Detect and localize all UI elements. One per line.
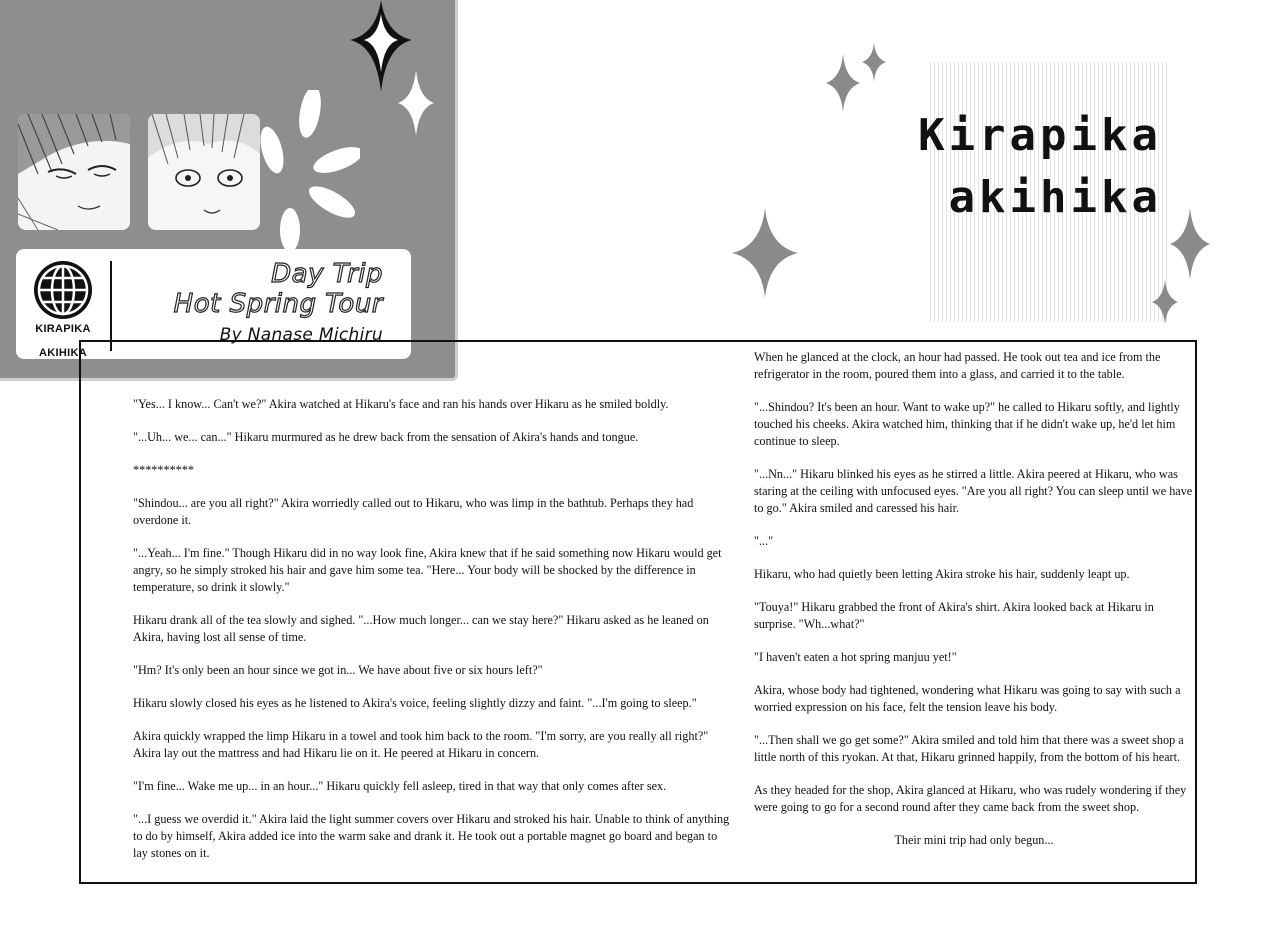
closing-line: Their mini trip had only begun... (894, 833, 1054, 847)
paragraph: "Touya!" Hikaru grabbed the front of Akira's shirt. Akira looked back at Hikaru in surprise. "Wh...what?" (754, 600, 1154, 631)
portrait-akira-art (18, 114, 130, 230)
paragraph: "...Then shall we go get some?" Akira smiled and told him that there was a sweet shop a little north of this ryokan. At that, Hikaru grinned happily, from the bottom of his heart. (754, 733, 1184, 764)
flower-decoration (250, 90, 360, 250)
sparkle-icon (826, 54, 860, 112)
globe-logo-icon (32, 259, 94, 321)
sparkle-icon (398, 70, 434, 136)
story-title-line2: Hot Spring Tour (173, 289, 383, 319)
story-title (174, 259, 383, 319)
header-panel (0, 0, 458, 381)
paragraph: "I haven't eaten a hot spring manjuu yet!" (754, 650, 957, 664)
paragraph: "I'm fine... Wake me up... in an hour..." Hikaru quickly fell asleep, tired in that way that only comes after sex. (133, 779, 667, 793)
paragraph: Akira, whose body had tightened, wondering what Hikaru was going to say with such a worried expression on his face, felt the tension leave his body. (754, 683, 1181, 714)
paragraph: As they headed for the shop, Akira glanced at Hikaru, who was rudely wondering if they were going to go for a second round after they came back from the sweet shop. (754, 783, 1187, 814)
paragraph: "...Yeah... I'm fine." Though Hikaru did in no way look fine, Akira knew that if he said something now Hikaru would get angry, so he simply stroked his hair and gave him some tea. "Here... Your body will be shocked by the difference in temperature, so drink it slowly." (133, 546, 722, 594)
paragraph: "...Shindou? It's been an hour. Want to wake up?" he called to Hikaru softly, and lightly touched his cheeks. Akira watched him, thinking that if he didn't wake up, he'd let him continue to sleep. (754, 400, 1180, 448)
story-author: By Nanase Michiru (219, 325, 383, 345)
brand-title-line2: akihika (948, 172, 1162, 223)
logo-text-akihika: AKIHIKA (39, 347, 87, 359)
paragraph: "...I guess we overdid it." Akira laid the light summer covers over Hikaru and stroked his hair. Unable to think of anything to do by himself, Akira added ice into the warm sake and drank it. He took out a portable magnet go board and began to lay stones on it. (133, 812, 730, 860)
portrait-hikaru (148, 114, 260, 230)
paragraph: Hikaru, who had quietly been letting Akira stroke his hair, suddenly leapt up. (754, 567, 1130, 581)
brand-title-line1: Kirapika (918, 110, 1162, 161)
story-column-left (133, 396, 733, 878)
paragraph: "..." (754, 534, 774, 548)
paragraph: Akira quickly wrapped the limp Hikaru in a towel and took him back to the room. "I'm sorry, are you really all right?" Akira lay out the mattress and had Hikaru lie on it. He peered at Hikaru in concern. (133, 729, 709, 760)
logo-text-kirapika: KIRAPIKA (35, 323, 91, 335)
paragraph: "Shindou... are you all right?" Akira worriedly called out to Hikaru, who was limp in the bathtub. Perhaps they had overdone it. (133, 496, 694, 527)
sparkle-icon (1152, 280, 1178, 324)
story-column-right (754, 349, 1194, 865)
paragraph: "Yes... I know... Can't we?" Akira watched at Hikaru's face and ran his hands over Hikaru as he smiled boldly. (133, 397, 669, 411)
story-title-line1: Day Trip (271, 259, 383, 289)
paragraph: "Hm? It's only been an hour since we got in... We have about five or six hours left?" (133, 663, 543, 677)
paragraph: "...Uh... we... can..." Hikaru murmured as he drew back from the sensation of Akira's hands and tongue. (133, 430, 639, 444)
paragraph: Hikaru slowly closed his eyes as he listened to Akira's voice, feeling slightly dizzy and faint. "...I'm going to sleep." (133, 696, 697, 710)
sparkle-icon (1170, 208, 1210, 280)
scene-break: ********** (133, 463, 194, 477)
paragraph: "...Nn..." Hikaru blinked his eyes as he stirred a little. Akira peered at Hikaru, who was staring at the ceiling with unfocused eyes. "Are you all right? You can sleep until we have to go." Akira smiled and caressed his hair. (754, 467, 1193, 515)
logo-divider (110, 261, 112, 351)
sparkle-icon (862, 42, 886, 82)
paragraph: When he glanced at the clock, an hour had passed. He took out tea and ice from the refrigerator in the room, poured them into a glass, and carried it to the table. (754, 350, 1161, 381)
paragraph: Hikaru drank all of the tea slowly and sighed. "...How much longer... can we stay here?" Hikaru asked as he leaned on Akira, having lost all sense of time. (133, 613, 709, 644)
sparkle-icon (732, 208, 798, 298)
portrait-akira (18, 114, 130, 230)
portrait-hikaru-art (148, 114, 260, 230)
